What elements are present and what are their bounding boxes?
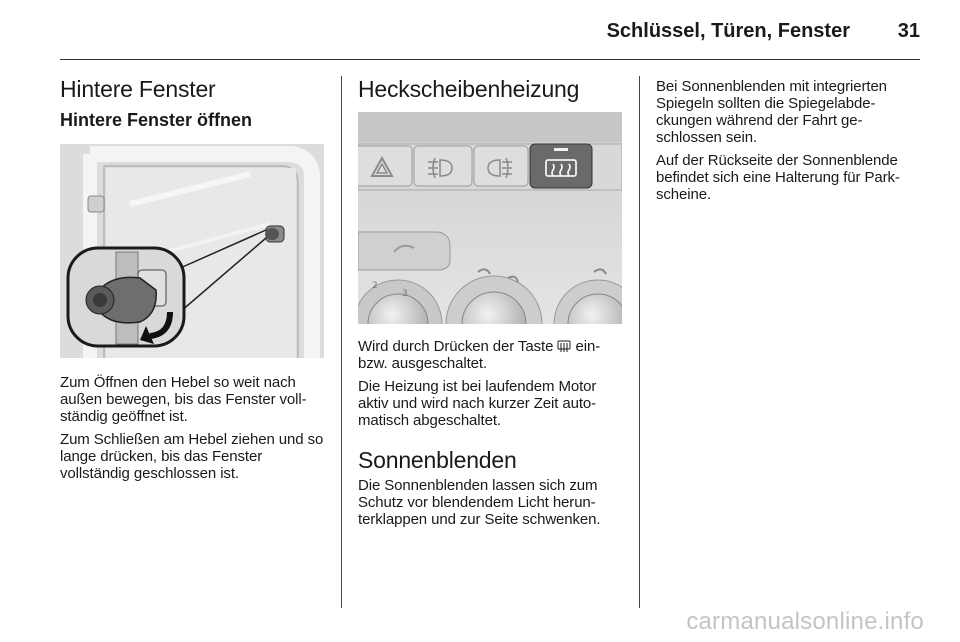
- column-3: [656, 78, 924, 209]
- page-number: 31: [897, 20, 920, 42]
- column-1: [60, 74, 324, 488]
- knob-label-3: 3: [402, 289, 408, 299]
- dashboard-buttons-illustration: [358, 112, 622, 324]
- paragraph-close-instructions: Zum Schließen am Hebel ziehen und so lange drücken, bis das Fenster vollständig geschlossen ist.: [60, 431, 324, 482]
- column-divider-right: [639, 76, 640, 608]
- paragraph-heating-text-after: ein-bzw. ausgeschaltet.: [358, 338, 601, 372]
- running-header-title: Schlüssel, Türen, Fenster: [606, 20, 850, 42]
- rear-window-heating-icon: [557, 339, 571, 353]
- paragraph-ticket-holder: Auf der Rückseite der Sonnenblende befindet sich eine Halterung für Park-scheine.: [656, 152, 900, 203]
- section-heading-rear-window-heating: Heckscheibenheizung: [358, 76, 580, 102]
- paragraph-heating-text-before: Wird durch Drücken der Taste: [358, 338, 558, 355]
- watermark-text: carmanualsonline.info: [686, 608, 924, 635]
- paragraph-vanity-mirrors: Bei Sonnenblenden mit integrierten Spiegeln sollten die Spiegelabde-ckungen während der Fahrt ge-schlossen sein.: [656, 78, 887, 146]
- column-divider-left: [341, 76, 342, 608]
- knob-label-2: 2: [372, 281, 378, 291]
- rear-window-lever-illustration: [60, 144, 324, 358]
- column-2: [358, 74, 622, 534]
- section-heading-sun-visors: Sonnenblenden: [358, 447, 517, 473]
- section-heading-rear-windows: Hintere Fenster: [60, 76, 216, 102]
- paragraph-heating-auto-off: Die Heizung ist bei laufendem Motor aktiv und wird nach kurzer Zeit auto-matisch abgeschaltet.: [358, 378, 597, 429]
- paragraph-sun-visors: Die Sonnenblenden lassen sich zum Schutz vor blendendem Licht herun-terklappen und zur Seite schwenken.: [358, 477, 601, 528]
- paragraph-heating-toggle: [358, 338, 622, 372]
- paragraph-open-instructions: Zum Öffnen den Hebel so weit nach außen bewegen, bis das Fenster voll-ständig geöffnet ist.: [60, 374, 307, 425]
- header-divider: [60, 59, 920, 60]
- subheading-open-rear-windows: Hintere Fenster öffnen: [60, 110, 253, 130]
